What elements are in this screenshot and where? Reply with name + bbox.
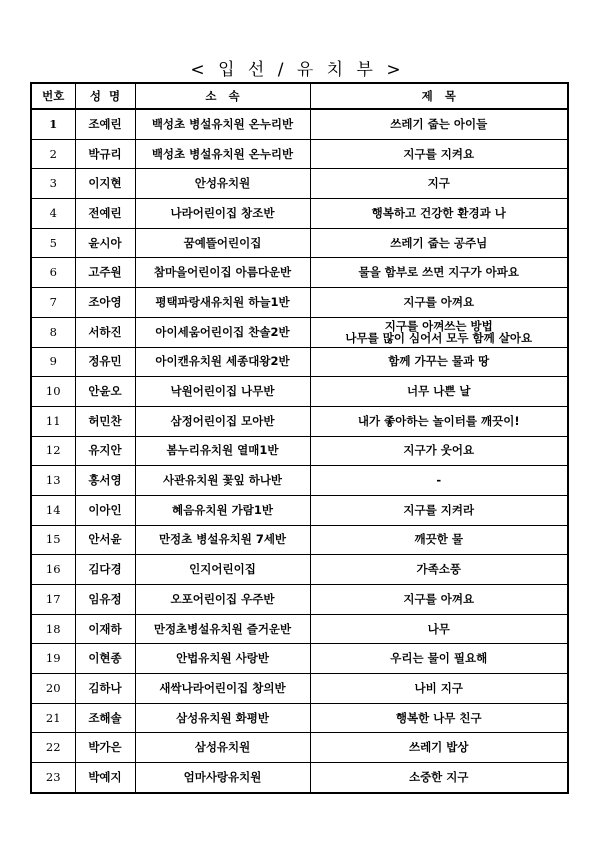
table-row xyxy=(31,317,568,347)
table-row xyxy=(31,109,568,139)
header-title: 제 목 xyxy=(310,83,568,109)
table-row xyxy=(31,347,568,377)
row-number: 1 xyxy=(31,109,75,139)
table-header-row xyxy=(31,83,568,109)
row-number: 19 xyxy=(31,644,75,674)
row-title: 우리는 물이 필요해 xyxy=(310,644,568,674)
row-title: 너무 나쁜 날 xyxy=(310,377,568,407)
row-name: 윤시아 xyxy=(75,228,135,258)
row-affiliation: 안법유치원 사랑반 xyxy=(135,644,310,674)
row-number: 4 xyxy=(31,199,75,229)
row-name: 서하진 xyxy=(75,317,135,347)
row-title: 쓰레기 줍는 공주님 xyxy=(310,228,568,258)
row-name: 조아영 xyxy=(75,288,135,318)
table-row xyxy=(31,436,568,466)
row-number: 11 xyxy=(31,406,75,436)
row-affiliation: 백성초 병설유치원 온누리반 xyxy=(135,139,310,169)
row-affiliation: 만정초병설유치원 즐거운반 xyxy=(135,614,310,644)
table-row xyxy=(31,258,568,288)
row-number: 5 xyxy=(31,228,75,258)
table-row xyxy=(31,377,568,407)
row-name: 안서윤 xyxy=(75,525,135,555)
row-number: 20 xyxy=(31,674,75,704)
row-title: 지구를 아껴요 xyxy=(310,288,568,318)
row-affiliation: 백성초 병설유치원 온누리반 xyxy=(135,109,310,139)
row-affiliation: 삼정어린이집 모아반 xyxy=(135,406,310,436)
row-title: 행복한 나무 친구 xyxy=(310,703,568,733)
row-name: 조예린 xyxy=(75,109,135,139)
row-affiliation: 새싹나라어린이집 창의반 xyxy=(135,674,310,704)
row-name: 허민찬 xyxy=(75,406,135,436)
row-number: 21 xyxy=(31,703,75,733)
row-name: 박예지 xyxy=(75,763,135,793)
row-name: 이지현 xyxy=(75,169,135,199)
page-title: < 입 선 / 유 치 부 > xyxy=(190,60,405,80)
row-title: 물을 함부로 쓰면 지구가 아파요 xyxy=(310,258,568,288)
row-affiliation: 인지어린이집 xyxy=(135,555,310,585)
row-name: 이재하 xyxy=(75,614,135,644)
row-number: 22 xyxy=(31,733,75,763)
table-row xyxy=(31,585,568,615)
table-row xyxy=(31,614,568,644)
row-title: 나비 지구 xyxy=(310,674,568,704)
table-row xyxy=(31,139,568,169)
row-title xyxy=(310,317,568,347)
table-row xyxy=(31,466,568,496)
row-title-line: 지구를 아껴쓰는 방법 xyxy=(384,319,493,334)
row-affiliation: 꿈예뜰어린이집 xyxy=(135,228,310,258)
table-row xyxy=(31,495,568,525)
row-number: 23 xyxy=(31,763,75,793)
row-affiliation: 나라어린이집 창조반 xyxy=(135,199,310,229)
table-row xyxy=(31,644,568,674)
row-affiliation: 봄누리유치원 열매1반 xyxy=(135,436,310,466)
table-row xyxy=(31,763,568,793)
row-number: 18 xyxy=(31,614,75,644)
row-number: 7 xyxy=(31,288,75,318)
row-number: 15 xyxy=(31,525,75,555)
row-affiliation: 엄마사랑유치원 xyxy=(135,763,310,793)
row-title: 지구를 지켜요 xyxy=(310,139,568,169)
row-title: 지구가 웃어요 xyxy=(310,436,568,466)
table-row xyxy=(31,703,568,733)
row-title: 쓰레기 줍는 아이들 xyxy=(310,109,568,139)
row-name: 안윤오 xyxy=(75,377,135,407)
row-affiliation: 아이캔유치원 세종대왕2반 xyxy=(135,347,310,377)
row-title: 지구를 지켜라 xyxy=(310,495,568,525)
row-name: 박가은 xyxy=(75,733,135,763)
row-title: 쓰레기 밥상 xyxy=(310,733,568,763)
row-title: 함께 가꾸는 물과 땅 xyxy=(310,347,568,377)
row-name: 정유민 xyxy=(75,347,135,377)
row-title: 행복하고 건강한 환경과 나 xyxy=(310,199,568,229)
row-title: 깨끗한 물 xyxy=(310,525,568,555)
row-number: 6 xyxy=(31,258,75,288)
row-number: 14 xyxy=(31,495,75,525)
row-number: 17 xyxy=(31,585,75,615)
row-name: 고주원 xyxy=(75,258,135,288)
row-title: 가족소풍 xyxy=(310,555,568,585)
row-affiliation: 삼성유치원 xyxy=(135,733,310,763)
row-affiliation: 아이세움어린이집 찬솔2반 xyxy=(135,317,310,347)
row-number: 8 xyxy=(31,317,75,347)
row-name: 김다경 xyxy=(75,555,135,585)
header-number: 번호 xyxy=(31,83,75,109)
header-name: 성 명 xyxy=(75,83,135,109)
table-row xyxy=(31,674,568,704)
row-number: 10 xyxy=(31,377,75,407)
row-number: 2 xyxy=(31,139,75,169)
table-row xyxy=(31,733,568,763)
row-affiliation: 오포어린이집 우주반 xyxy=(135,585,310,615)
row-name: 유지안 xyxy=(75,436,135,466)
row-affiliation: 참마을어린이집 아름다운반 xyxy=(135,258,310,288)
row-name: 이아인 xyxy=(75,495,135,525)
table-row xyxy=(31,199,568,229)
awards-table xyxy=(30,82,569,794)
row-title-line: 나무를 많이 심어서 모두 함께 살아요 xyxy=(345,331,533,346)
table-row xyxy=(31,555,568,585)
row-number: 13 xyxy=(31,466,75,496)
row-title: 나무 xyxy=(310,614,568,644)
row-name: 전예린 xyxy=(75,199,135,229)
table-row xyxy=(31,288,568,318)
table-row xyxy=(31,169,568,199)
row-number: 9 xyxy=(31,347,75,377)
row-number: 3 xyxy=(31,169,75,199)
row-name: 홍서영 xyxy=(75,466,135,496)
row-name: 임유정 xyxy=(75,585,135,615)
row-affiliation: 안성유치원 xyxy=(135,169,310,199)
row-affiliation: 사관유치원 꽃잎 하나반 xyxy=(135,466,310,496)
row-name: 김하나 xyxy=(75,674,135,704)
row-title: 소중한 지구 xyxy=(310,763,568,793)
row-affiliation: 평택파랑새유치원 하늘1반 xyxy=(135,288,310,318)
row-affiliation: 혜음유치원 가람1반 xyxy=(135,495,310,525)
row-affiliation: 낙원어린이집 나무반 xyxy=(135,377,310,407)
table-row xyxy=(31,228,568,258)
row-title: - xyxy=(310,466,568,496)
row-title: 지구를 아껴요 xyxy=(310,585,568,615)
header-affiliation: 소 속 xyxy=(135,83,310,109)
row-number: 16 xyxy=(31,555,75,585)
row-name: 조해솔 xyxy=(75,703,135,733)
row-name: 박규리 xyxy=(75,139,135,169)
row-affiliation: 만정초 병설유치원 7세반 xyxy=(135,525,310,555)
row-title: 지구 xyxy=(310,169,568,199)
table-row xyxy=(31,406,568,436)
row-number: 12 xyxy=(31,436,75,466)
row-affiliation: 삼성유치원 화평반 xyxy=(135,703,310,733)
row-title: 내가 좋아하는 놀이터를 깨끗이! xyxy=(310,406,568,436)
row-name: 이현종 xyxy=(75,644,135,674)
table-row xyxy=(31,525,568,555)
